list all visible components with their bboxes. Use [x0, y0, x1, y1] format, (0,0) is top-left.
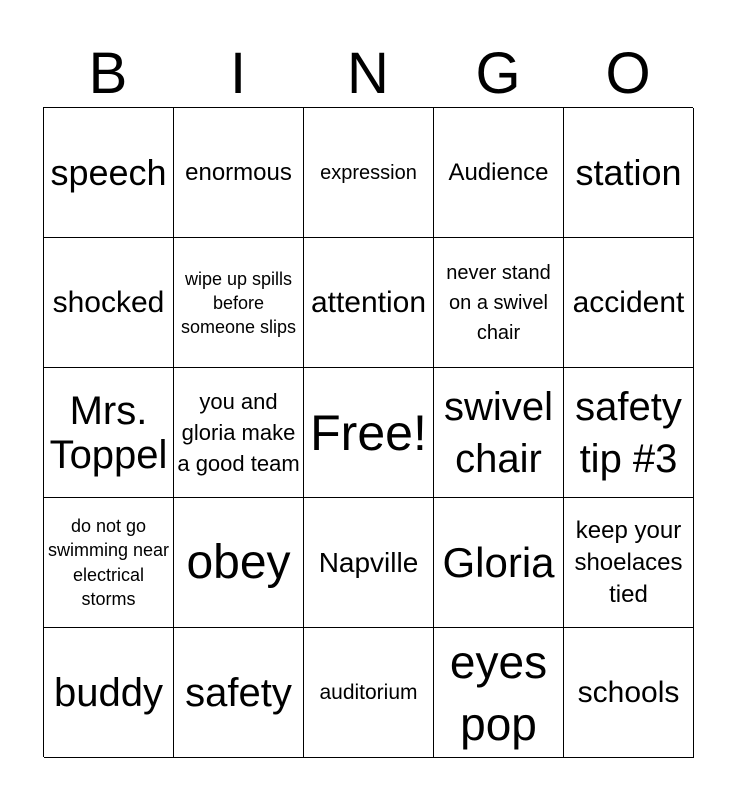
header-letter-n: N: [347, 41, 389, 106]
cell-text: obey: [186, 535, 291, 589]
cell-text: wipe up spills before someone slips: [180, 268, 297, 337]
cell-text: Mrs. Toppel: [49, 388, 168, 477]
bingo-cell-r0-c2[interactable]: [304, 108, 434, 238]
bingo-cell-r3-c2[interactable]: [304, 498, 434, 628]
cell-text: expression: [320, 161, 417, 184]
cell-text: Audience: [448, 158, 549, 186]
header-letter-i: I: [229, 41, 247, 106]
cell-text: eyes pop: [449, 635, 548, 750]
header-letter-b: B: [88, 41, 128, 106]
bingo-cell-r0-c1[interactable]: [174, 108, 304, 238]
cell-text: safety: [185, 670, 292, 715]
bingo-cell-r2-c3[interactable]: [434, 368, 564, 498]
bingo-cell-r2-c2[interactable]: [304, 368, 434, 498]
cell-text: schools: [577, 675, 680, 709]
cell-text: do not go swimming near electrical storms: [47, 515, 170, 609]
bingo-cell-r1-c1[interactable]: [174, 238, 304, 368]
bingo-cell-r0-c0[interactable]: [44, 108, 174, 238]
cell-text: swivel chair: [444, 384, 553, 481]
bingo-cell-r2-c0[interactable]: [44, 368, 174, 498]
bingo-cell-r3-c4[interactable]: [564, 498, 694, 628]
bingo-cell-r3-c3[interactable]: [434, 498, 564, 628]
bingo-cell-r4-c1[interactable]: [174, 628, 304, 758]
cell-text: attention: [310, 285, 427, 319]
bingo-cell-r0-c3[interactable]: [434, 108, 564, 238]
cell-text: station: [575, 151, 682, 193]
bingo-cell-r3-c0[interactable]: [44, 498, 174, 628]
bingo-cell-r3-c1[interactable]: [174, 498, 304, 628]
cell-text: Gloria: [442, 538, 555, 586]
cell-text: shocked: [52, 285, 165, 319]
bingo-cell-r1-c3[interactable]: [434, 238, 564, 368]
cell-text: safety tip #3: [575, 384, 682, 481]
bingo-cell-r1-c0[interactable]: [44, 238, 174, 368]
bingo-cell-r4-c3[interactable]: [434, 628, 564, 758]
cell-text: accident: [572, 285, 685, 319]
bingo-cell-r4-c4[interactable]: [564, 628, 694, 758]
header-letter-o: O: [605, 41, 651, 106]
bingo-header: [43, 40, 693, 108]
cell-text: keep your shoelaces tied: [574, 516, 683, 608]
bingo-cell-r1-c4[interactable]: [564, 238, 694, 368]
bingo-cell-r4-c2[interactable]: [304, 628, 434, 758]
cell-text: buddy: [54, 670, 163, 715]
bingo-cell-r2-c1[interactable]: [174, 368, 304, 498]
cell-text: auditorium: [319, 680, 418, 704]
cell-text: speech: [50, 151, 167, 193]
cell-text: never stand on a swivel chair: [446, 261, 551, 344]
bingo-cell-r4-c0[interactable]: [44, 628, 174, 758]
cell-text: enormous: [185, 158, 292, 186]
cell-text: Napville: [318, 546, 419, 578]
bingo-cell-r0-c4[interactable]: [564, 108, 694, 238]
header-letter-g: G: [475, 41, 521, 106]
cell-text: you and gloria make a good team: [177, 389, 300, 476]
cell-text: Free!: [310, 404, 427, 461]
bingo-cell-r1-c2[interactable]: [304, 238, 434, 368]
bingo-grid: [43, 107, 693, 757]
bingo-cell-r2-c4[interactable]: [564, 368, 694, 498]
